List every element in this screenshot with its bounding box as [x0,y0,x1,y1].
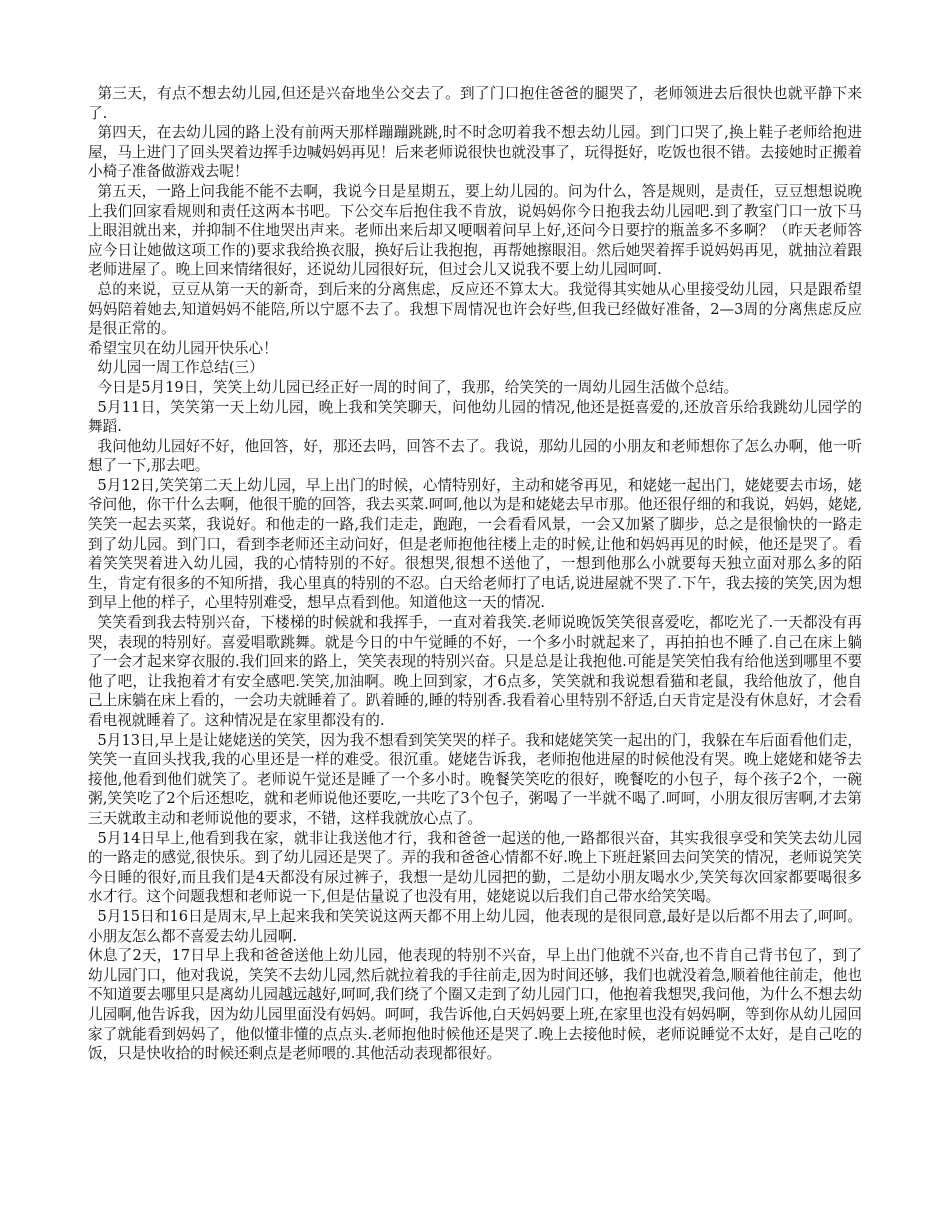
paragraph: 5月11日，笑笑第一天上幼儿园，晚上我和笑笑聊天，问他幼儿园的情况,他还是挺喜爱的,还放音乐给我跳幼儿园学的舞蹈. [88,398,862,436]
paragraph: 休息了2天，17日早上我和爸爸送他上幼儿园，他表现的特别不兴奋，早上出门他就不兴奋,也不肯自己背书包了，到了幼儿园门口，他对我说，笑笑不去幼儿园,然后就拉着我的手往前走,因为时间还够，我们也就没着急,顺着他往前走，他也不知道要去哪里只是离幼儿园越远越好,呵呵,我们绕了个圈又走到了幼儿园门口，他抱着我想哭,我问他，为什么不想去幼儿园啊,他告诉我，因为幼儿园里面没有妈妈。呵呵，我告诉他,白天妈妈要上班,在家里也没有妈妈啊，等到你从幼儿园回家了就能看到妈妈了，他似懂非懂的点点头.老师抱他时候他还是哭了.晚上去接他时候，老师说睡觉不太好，是自己吃的饭，只是快收拾的时候还剩点是老师喂的.其他活动表现都很好。 [88,947,862,1063]
paragraph: 5月12日,笑笑第二天上幼儿园，早上出门的时候，心情特别好，主动和姥爷再见，和姥姥一起出门，姥姥要去市场，姥爷问他，你干什么去啊，他很干脆的回答，我去买菜.呵呵,他以为是和姥姥去早市那。他还很仔细的和我说，妈妈，姥姥,笑笑一起去买菜，我说好。和他走的一路,我们走走，跑跑，一会看看风景，一会又加紧了脚步，总之是很愉快的一路走到了幼儿园。到门口，看到李老师还主动问好，但是老师抱他往楼上走的时候,让他和妈妈再见的时候，他还是哭了。看着笑笑哭着进入幼儿园，我的心情特别的不好。很想哭,很想不送他了，一想到他那么小就要每天独立面对那么多的陌生，肯定有很多的不知所措，我心里真的特别的不忍。白天给老师打了电话,说进屋就不哭了.下午，我去接的笑笑,因为想到早上他的样子，心里特别难受，想早点看到他。知道他这一天的情况. [88,476,862,612]
paragraph: 5月15日和16日是周末,早上起来我和笑笑说这两天都不用上幼儿园，他表现的是很同意,最好是以后都不用去了,呵呵。小朋友怎么都不喜爱去幼儿园啊. [88,907,862,945]
paragraph: 今日是5月19日，笑笑上幼儿园已经正好一周的时间了，我那，给笑笑的一周幼儿园生活做个总结。 [97,378,739,396]
paragraph: 5月14日早上,他看到我在家，就非让我送他才行，我和爸爸一起送的他,一路都很兴奋，其实我很享受和笑笑去幼儿园的一路走的感觉,很快乐。到了幼儿园还是哭了。弄的我和爸爸心情都不好.晚上下班赶紧回去问笑笑的情况，老师说笑笑今日睡的很好,而且我们是4天都没有尿过裤子，我想一是幼儿园把的勤，二是幼小朋友喝水少,笑笑每次回家都要喝很多水才行。这个问题我想和老师说一下,但是估量说了也没有用，姥姥说以后我们自己带水给笑笑喝。 [88,829,862,906]
paragraph: 笑笑看到我去特别兴奋，下楼梯的时候就和我挥手，一直对着我笑.老师说晚饭笑笑很喜爱吃，都吃光了.一天都没有再哭，表现的特别好。喜爱唱歌跳舞。就是今日的中午觉睡的不好，一个多小时就起来了，再拍拍也不睡了.自己在床上躺了一会才起来穿衣服的.我们回来的路上，笑笑表现的特别兴奋。只是总是让我抱他.可能是笑笑怕我有给他送到哪里不要他了吧，让我抱着才有安全感吧.笑笑,加油啊。晚上回到家，才6点多，笑笑就和我说想看猫和老鼠，我给他放了，他自己上床躺在床上看的，一会功夫就睡着了。趴着睡的,睡的特别香.我看着心里特别不舒适,白天肯定是没有休息好，才会看看电视就睡着了。这种情况是在家里都没有的. [88,614,862,729]
section-title: 幼儿园一周工作总结(三） [97,359,264,377]
paragraph: 希望宝贝在幼儿园开快乐心！ [88,339,278,357]
paragraph: 第三天，有点不想去幼儿园,但还是兴奋地坐公交去了。到了门口抱住爸爸的腿哭了，老师领进去后很快也就平静下来了. [88,85,862,122]
paragraph: 第五天，一路上问我能不能不去啊，我说今日是星期五，要上幼儿园的。问为什么，答是规则，是责任，豆豆想想说晚上我们回家看规则和责任这两本书吧。下公交车后抱住我不肯放，说妈妈你今日抱我去幼儿园吧.到了教室门口一放下马上眼泪就出来，并抑制不住地哭出声来。老师出来后却又哽咽着问早上好,还问今日要拧的瓶盖多不多啊？（昨天老师答应今日让她做这项工作的)要求我给换衣服，换好后让我抱抱，再帮她擦眼泪。然后她哭着挥手说妈妈再见，就抽泣着跟老师进屋了。晚上回来情绪很好，还说幼儿园很好玩，但过会儿又说我不要上幼儿园呵呵. [88,182,862,279]
paragraph: 第四天，在去幼儿园的路上没有前两天那样蹦蹦跳跳,时不时念叨着我不想去幼儿园。到门口哭了,换上鞋子老师给抱进屋，马上进门了回头哭着边挥手边喊妈妈再见！后来老师说很快也就没事了，玩得挺好，吃饭也很不错。去接她时正搬着小椅子准备做游戏去呢！ [88,124,862,181]
paragraph: 5月13日,早上是让姥姥送的笑笑，因为我不想看到笑笑哭的样子。我和姥姥笑笑一起出的门，我躲在车后面看他们走，笑笑一直回头找我,我的心里还是一样的难受。很沉重。姥姥告诉我，老师抱他进屋的时候他没有哭。晚上姥姥和姥爷去接他,他看到他们就笑了。老师说午觉还是睡了一个多小时。晚餐笑笑吃的很好，晚餐吃的小包子，每个孩子2个，一碗粥,笑笑吃了2个后还想吃，就和老师说他还要吃,一共吃了3个包子，粥喝了一半就不喝了.呵呵，小朋友很厉害啊,才去第三天就敢主动和老师说他的要求，不错，这样我就放心点了。 [88,731,862,827]
paragraph: 我问他幼儿园好不好，他回答，好，那还去吗，回答不去了。我说，那幼儿园的小朋友和老师想你了怎么办啊，他一听想了一下,那去吧。 [88,437,862,475]
document-body [88,84,862,1064]
paragraph: 总的来说，豆豆从第一天的新奇，到后来的分离焦虑，反应还不算太大。我觉得其实她从心里接受幼儿园，只是跟希望妈妈陪着她去,知道妈妈不能陪,所以宁愿不去了。我想下周情况也许会好些,但我已经做好准备，2—3周的分离焦虑反应是很正常的。 [88,280,862,338]
